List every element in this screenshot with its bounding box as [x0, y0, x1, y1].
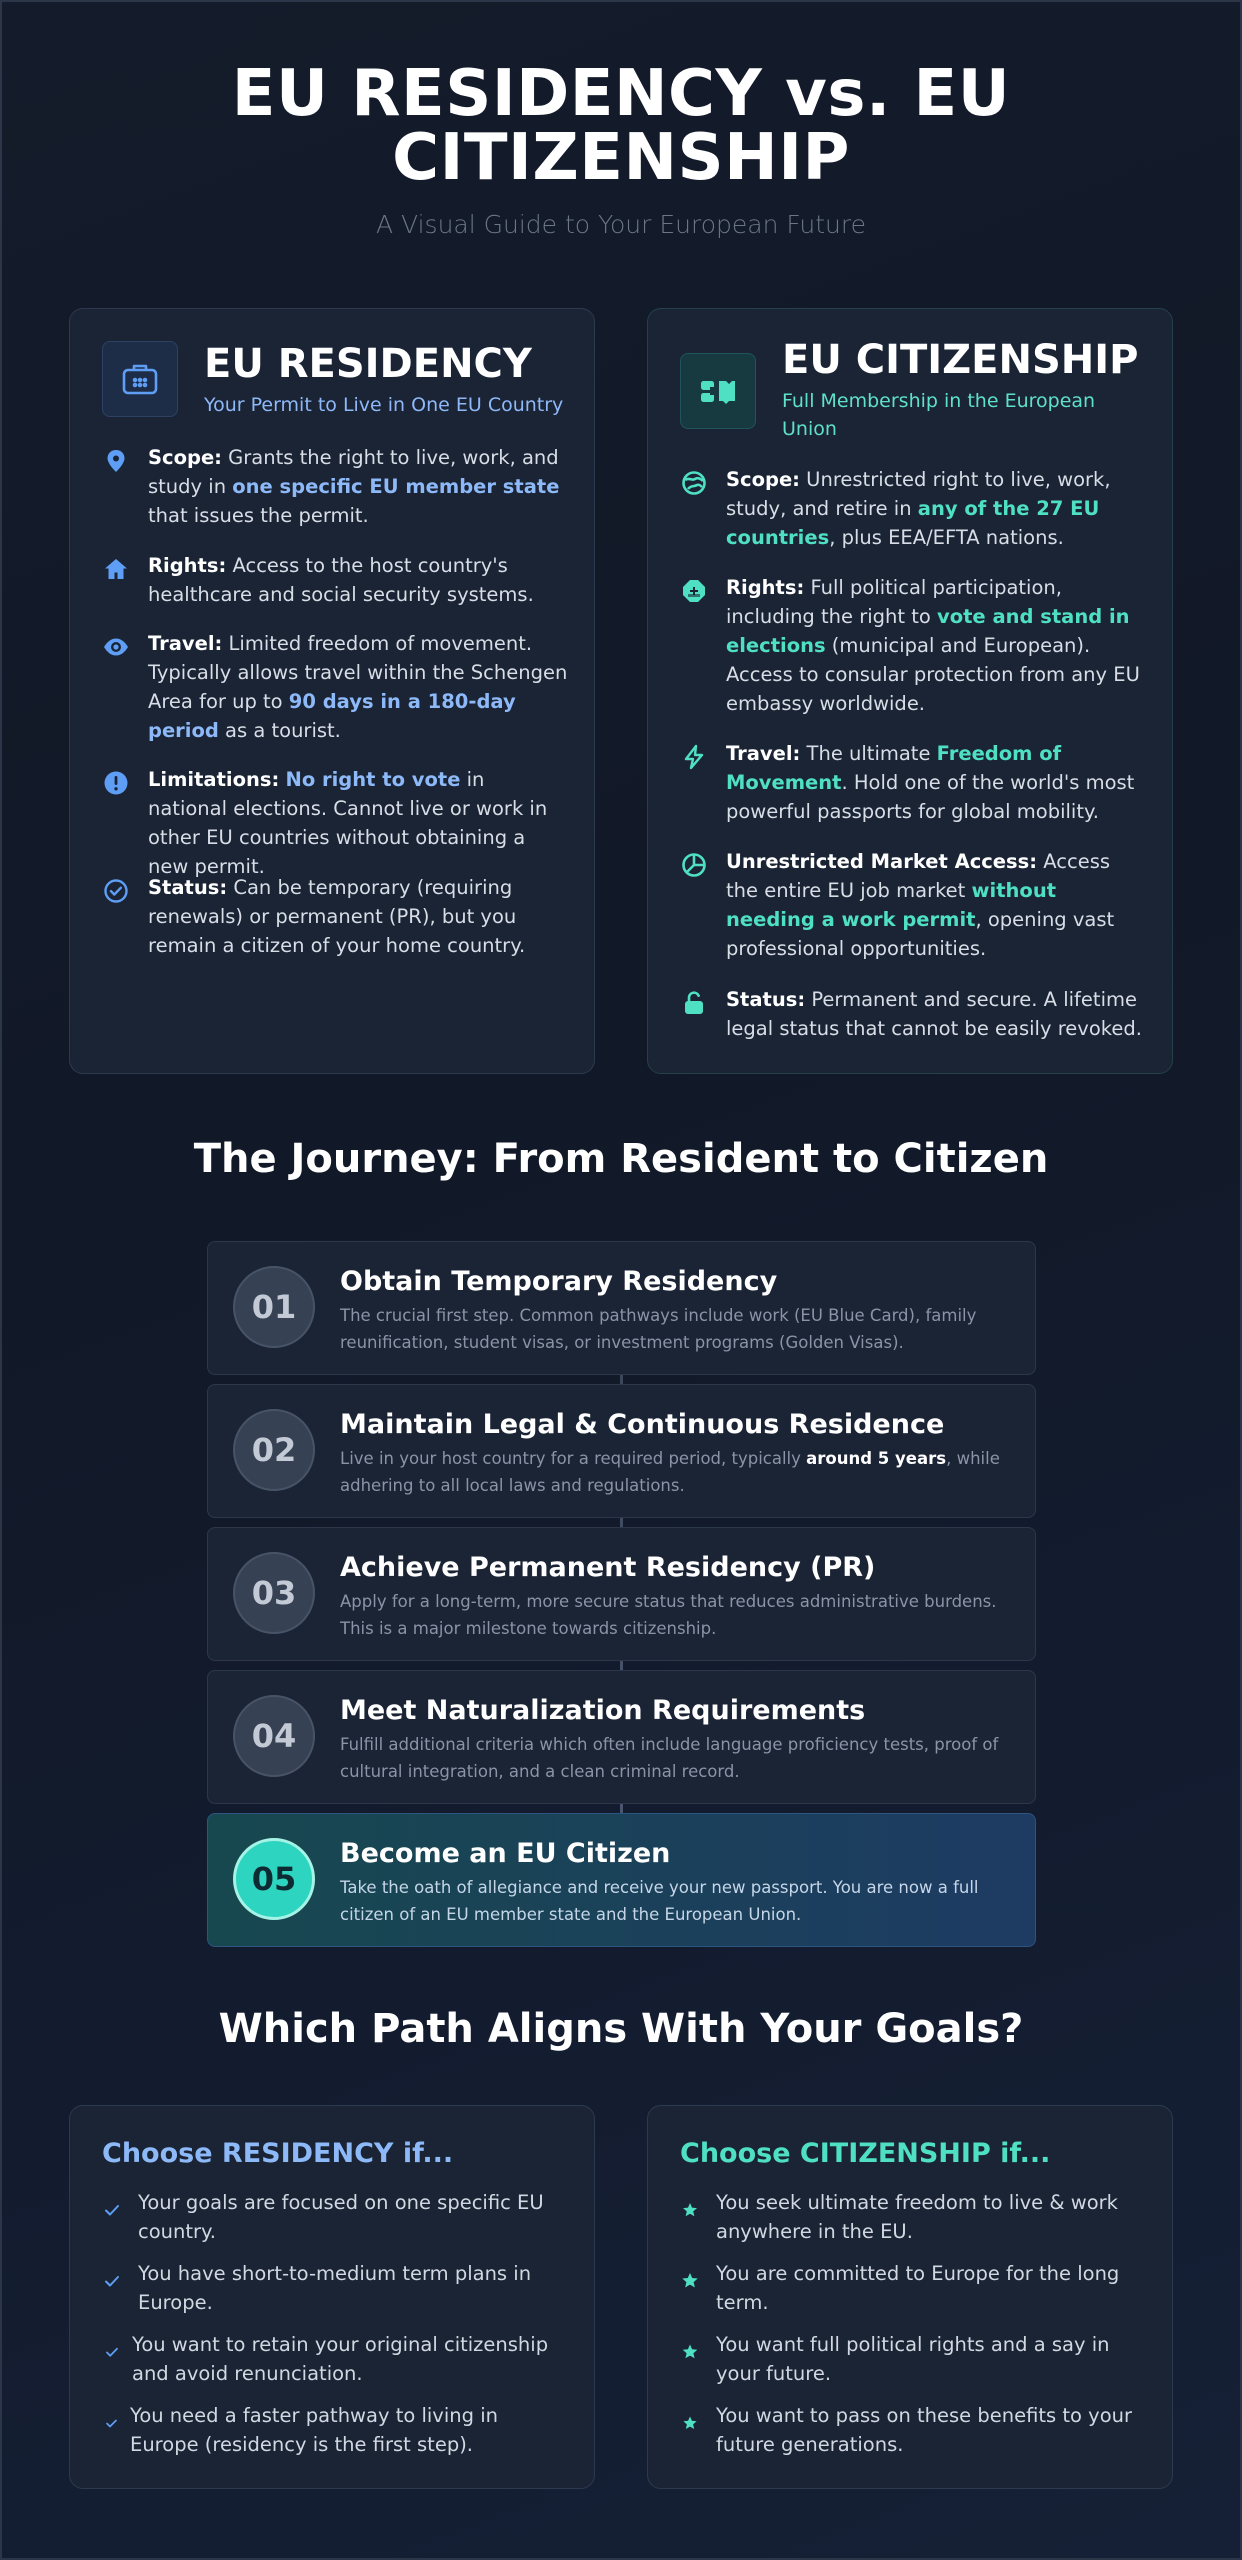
residency-goal-text: Your goals are focused on one specific EU country. — [138, 2191, 544, 2243]
journey-step-4 — [207, 1670, 1036, 1804]
citizenship-goal-item — [680, 2188, 1146, 2246]
step-description: Take the oath of allegiance and receive your new passport. You are now a full citizen of an EU member state and the European Union. — [340, 1878, 979, 1924]
check-circle-icon — [102, 877, 130, 905]
citizenship-goal-item — [680, 2401, 1146, 2459]
citizenship-item-travel: Travel: The ultimate Freedom of Movement. Hold one of the world's most powerful passports for global mobility. — [680, 739, 1146, 826]
ballot-icon — [680, 577, 708, 605]
star-icon — [680, 2413, 700, 2433]
choose-citizenship-title: Choose CITIZENSHIP if... — [680, 2138, 1051, 2169]
citizenship-item-scope: Scope: Unrestricted right to live, work, study, and retire in any of the 27 EU countries, plus EEA/EFTA nations. — [680, 465, 1146, 552]
choose-residency-title: Choose RESIDENCY if... — [102, 2138, 454, 2169]
step-number-badge: 03 — [233, 1552, 315, 1634]
journey-step-2 — [207, 1384, 1036, 1518]
citizenship-card-title: EU CITIZENSHIP — [782, 337, 1139, 383]
step-description: Apply for a long-term, more secure status that reduces administrative burdens. This is a major milestone towards citizenship. — [340, 1592, 997, 1638]
checkmark-icon — [102, 2342, 122, 2362]
journey-step-3 — [207, 1527, 1036, 1661]
step-description: Fulfill additional criteria which often include language proficiency tests, proof of cultural integration, and a clean criminal record. — [340, 1735, 999, 1781]
location-pin-icon — [102, 447, 130, 475]
residency-card — [69, 308, 595, 1074]
citizenship-item-rights: Rights: Full political participation, including the right to vote and stand in elections (municipal and European). Access to consular protection from any EU embassy worldwide. — [680, 573, 1146, 718]
citizenship-goal-item — [680, 2330, 1146, 2388]
home-icon — [102, 555, 130, 583]
citizenship-goal-item — [680, 2259, 1146, 2317]
residency-item-scope: Scope: Grants the right to live, work, and study in one specific EU member state that issues the permit. — [102, 443, 568, 530]
title-line-1: EU RESIDENCY vs. EU — [231, 57, 1011, 131]
checkmark-icon — [102, 2271, 122, 2291]
citizenship-goal-text: You are committed to Europe for the long term. — [716, 2262, 1120, 2314]
eye-icon — [102, 633, 130, 661]
citizenship-card-subtitle: Full Membership in the European Union — [782, 390, 1096, 440]
residency-goal-text: You need a faster pathway to living in Europe (residency is the first step). — [130, 2404, 498, 2456]
citizenship-goal-text: You want full political rights and a say in your future. — [716, 2333, 1110, 2385]
journey-step-5 — [207, 1813, 1036, 1947]
residency-card-subtitle: Your Permit to Live in One EU Country — [204, 394, 564, 416]
passport-icon — [680, 353, 756, 429]
star-icon — [680, 2271, 700, 2291]
residency-goal-item — [102, 2401, 568, 2459]
checkmark-icon — [102, 2413, 122, 2433]
citizenship-item-market-access: Unrestricted Market Access: Access the entire EU job market without needing a work permit, opening vast professional opportunities. — [680, 847, 1146, 963]
step-title: Maintain Legal & Continuous Residence — [340, 1409, 945, 1440]
page-subtitle: A Visual Guide to Your European Future — [376, 210, 866, 239]
residency-item-rights: Rights: Access to the host country's healthcare and social security systems. — [102, 551, 568, 609]
checkmark-icon — [102, 2200, 122, 2220]
step-title: Obtain Temporary Residency — [340, 1266, 778, 1297]
citizenship-goal-text: You want to pass on these benefits to your future generations. — [716, 2404, 1133, 2456]
goals-section-title: Which Path Aligns With Your Goals? — [218, 2006, 1024, 2052]
residency-goal-item — [102, 2330, 568, 2388]
lightning-icon — [680, 743, 708, 771]
residency-goal-text: You want to retain your original citizenship and avoid renunciation. — [132, 2333, 549, 2385]
citizenship-goal-text: You seek ultimate freedom to live & work anywhere in the EU. — [716, 2191, 1118, 2243]
residency-item-limitations: Limitations: No right to vote in national elections. Cannot live or work in other EU countries without obtaining a new permit. — [102, 765, 568, 881]
globe-icon — [680, 469, 708, 497]
step-number-badge: 02 — [233, 1409, 315, 1491]
page-title — [0, 57, 1242, 195]
step-number-badge: 01 — [233, 1266, 315, 1348]
pie-chart-icon — [680, 851, 708, 879]
journey-section-title: The Journey: From Resident to Citizen — [193, 1136, 1049, 1182]
step-title: Meet Naturalization Requirements — [340, 1695, 866, 1726]
step-description: Live in your host country for a required period, typically around 5 years, while adhering to all local laws and regulations. — [340, 1449, 1000, 1495]
step-number-badge: 04 — [233, 1695, 315, 1777]
residency-goal-item — [102, 2188, 568, 2246]
alert-icon — [102, 769, 130, 797]
citizenship-item-status: Status: Permanent and secure. A lifetime legal status that cannot be easily revoked. — [680, 985, 1146, 1043]
choose-residency-card — [69, 2105, 595, 2489]
choose-citizenship-card — [647, 2105, 1173, 2489]
unlock-icon — [680, 989, 708, 1017]
residency-goal-text: You have short-to-medium term plans in Europe. — [138, 2262, 532, 2314]
journey-step-1 — [207, 1241, 1036, 1375]
step-title: Become an EU Citizen — [340, 1838, 671, 1869]
residency-item-status: Status: Can be temporary (requiring renewals) or permanent (PR), but you remain a citizen of your home country. — [102, 873, 568, 960]
residency-goal-item — [102, 2259, 568, 2317]
step-description: The crucial first step. Common pathways include work (EU Blue Card), family reunification, student visas, or investment programs (Golden Visas). — [340, 1306, 977, 1352]
citizenship-card — [647, 308, 1173, 1074]
residency-card-title: EU RESIDENCY — [204, 341, 532, 387]
step-number-badge: 05 — [233, 1838, 315, 1920]
star-icon — [680, 2342, 700, 2362]
residency-item-travel: Travel: Limited freedom of movement. Typically allows travel within the Schengen Area for up to 90 days in a 180-day period as a tourist. — [102, 629, 568, 745]
star-icon — [680, 2200, 700, 2220]
step-title: Achieve Permanent Residency (PR) — [340, 1552, 876, 1583]
title-line-2: CITIZENSHIP — [392, 121, 850, 195]
id-card-icon — [102, 341, 178, 417]
